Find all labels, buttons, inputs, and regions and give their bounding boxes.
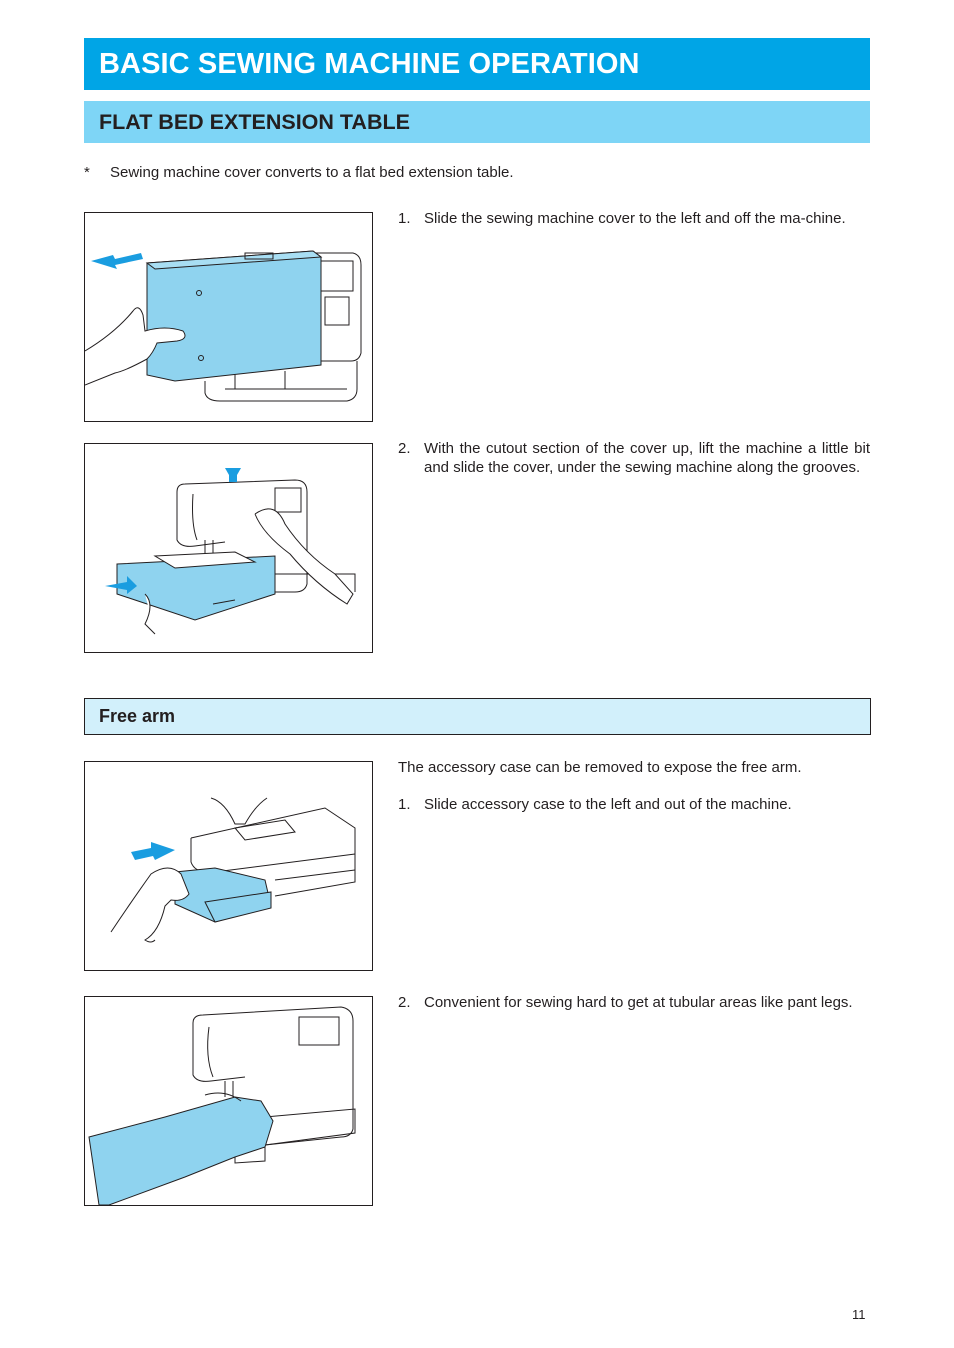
step-text: Convenient for sewing hard to get at tubular areas like pant legs. [424, 994, 853, 1011]
page-title-bar [84, 38, 870, 90]
step-number: 2. [398, 994, 411, 1011]
remove-accessory-case-illustration [84, 761, 373, 971]
intro-note [84, 164, 514, 181]
free-arm-step-2 [398, 993, 870, 1012]
free-arm-heading: Free arm [99, 706, 176, 726]
attach-table-illustration [84, 443, 373, 653]
free-arm-heading-bar [84, 698, 871, 735]
free-arm-sewing-illustration [84, 996, 373, 1206]
page-number: 11 [852, 1307, 866, 1322]
step-number: 2. [398, 440, 411, 457]
step-text: With the cutout section of the cover up, lift the machine a little bit and slide the cover, under the sewing machine along the grooves. [424, 440, 870, 476]
note-marker: * [84, 164, 90, 181]
step-number: 1. [398, 796, 411, 813]
step-text: Slide the sewing machine cover to the left and off the ma-chine. [424, 210, 846, 227]
section-title: FLAT BED EXTENSION TABLE [99, 109, 410, 134]
page-title: BASIC SEWING MACHINE OPERATION [99, 47, 640, 80]
free-arm-step-1 [398, 795, 870, 814]
note-text: Sewing machine cover converts to a flat bed extension table. [110, 164, 514, 181]
flat-bed-step-1 [398, 209, 870, 228]
section-title-bar [84, 101, 870, 143]
step-text: Slide accessory case to the left and out of the machine. [424, 796, 792, 813]
remove-cover-illustration [84, 212, 373, 422]
flat-bed-step-2 [398, 439, 870, 477]
free-arm-intro: The accessory case can be removed to expose the free arm. [398, 759, 802, 776]
step-number: 1. [398, 210, 411, 227]
